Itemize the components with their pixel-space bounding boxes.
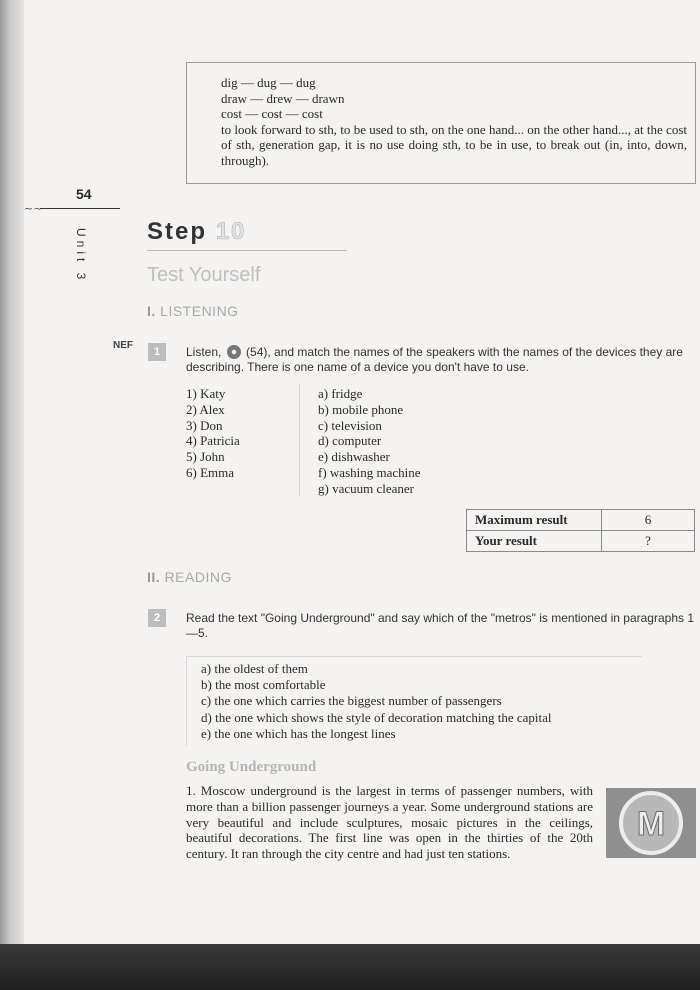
metro-letter: M	[636, 805, 666, 843]
exercise-2-instruction: Read the text "Going Underground" and say which of the "metros" is mentioned in paragraphs 1—5.	[186, 611, 694, 640]
option-item: c) the one which carries the biggest number of passengers	[201, 693, 502, 709]
device-item: a) fridge	[318, 386, 363, 401]
reading-roman: II.	[147, 569, 161, 585]
scan-bottom-edge	[0, 944, 700, 990]
step-underline	[147, 250, 347, 251]
result-table	[466, 509, 695, 552]
table-row	[467, 510, 695, 531]
vocabulary-box	[186, 62, 696, 184]
cd-icon	[227, 345, 241, 359]
option-item: e) the one which has the longest lines	[201, 725, 396, 741]
reading-heading	[147, 569, 232, 585]
page-number: 54	[76, 186, 92, 202]
book-spine-shadow	[0, 0, 24, 990]
reading-title: READING	[164, 569, 232, 585]
step-word: Step	[147, 218, 208, 245]
max-result-value: 6	[602, 510, 695, 531]
device-item: e) dishwasher	[318, 449, 390, 465]
text-title: Going Underground	[186, 759, 317, 775]
verb-forms-cost: cost — cost — cost	[221, 106, 323, 122]
speaker-item: 5) John	[186, 449, 225, 465]
options-list	[186, 656, 642, 746]
instruction-rest: (54), and match the names of the speakers with the names of the devices they are describing. There is one name of a device you don't have to use.	[186, 345, 683, 374]
step-title	[147, 218, 246, 246]
list-divider	[299, 384, 300, 496]
metro-logo-icon	[606, 788, 696, 858]
speaker-item: 2) Alex	[186, 401, 225, 417]
nef-label: NEF	[113, 340, 133, 351]
speakers-list	[186, 386, 240, 481]
device-item: c) television	[318, 417, 382, 433]
listening-roman: I.	[147, 303, 156, 319]
speaker-item: 6) Emma	[186, 464, 235, 480]
verb-forms-draw: draw — drew — drawn	[221, 90, 345, 106]
step-number: 10	[215, 218, 247, 245]
exercise-1-badge: 1	[148, 343, 166, 361]
your-result-label: Your result	[467, 531, 602, 552]
instruction-start: Listen,	[186, 345, 222, 359]
device-item: d) computer	[318, 433, 382, 449]
listening-title: LISTENING	[160, 303, 239, 319]
device-item: g) vacuum cleaner	[318, 480, 415, 496]
listening-heading	[147, 303, 239, 319]
verb-forms-dig: dig — dug — dug	[221, 75, 316, 90]
option-item: a) the oldest of them	[201, 661, 308, 676]
exercise-1-instruction	[186, 345, 698, 375]
option-item: d) the one which shows the style of decoration matching the capital	[201, 709, 552, 725]
device-item: f) washing machine	[318, 464, 421, 480]
speaker-item: 4) Patricia	[186, 433, 240, 449]
speaker-item: 3) Don	[186, 417, 223, 433]
devices-list	[318, 386, 421, 497]
table-row	[467, 531, 695, 552]
paragraph-1: 1. Moscow underground is the largest in terms of passenger numbers, with more than a billion passenger journeys a year. Some underground stations are very beautiful and include sculptures, mosaic pictures in the ceilings, beautiful decorations. The first line was open in the thirties of the 20th century. It ran through the city centre and had just ten stations.	[186, 783, 593, 862]
phrases-list: to look forward to sth, to be used to sth, on the one hand... on the other hand..., at the cost of sth, generation gap, it is no use doing sth, to be in use, to break out (in, into, down, through).	[221, 121, 687, 168]
test-yourself-heading: Test Yourself	[147, 264, 261, 286]
max-result-label: Maximum result	[467, 510, 602, 531]
your-result-value: ?	[602, 531, 695, 552]
page-number-rule	[40, 208, 120, 209]
device-item: b) mobile phone	[318, 401, 404, 417]
speaker-item: 1) Katy	[186, 386, 226, 401]
option-item: b) the most comfortable	[201, 677, 326, 693]
unit-label: Unit 3	[74, 228, 88, 284]
exercise-2-badge: 2	[148, 609, 166, 627]
margin-ornament-icon: ~~	[24, 202, 43, 215]
